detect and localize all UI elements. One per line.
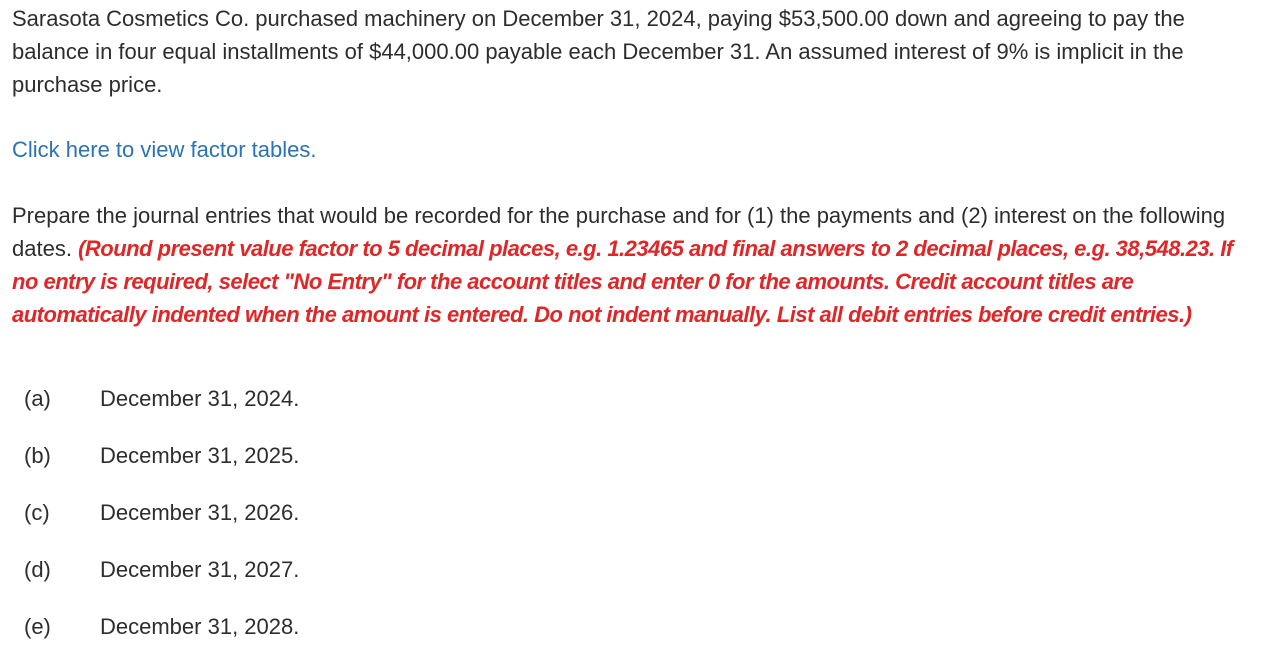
part-label: (c) <box>24 499 50 525</box>
part-a[interactable] <box>12 370 299 427</box>
part-date: December 31, 2024. <box>100 385 300 411</box>
instructions <box>12 199 1257 331</box>
part-c[interactable] <box>12 484 299 541</box>
part-date: December 31, 2025. <box>100 442 300 468</box>
part-label: (d) <box>24 556 51 582</box>
part-e[interactable] <box>12 598 299 655</box>
problem-statement: Sarasota Cosmetics Co. purchased machinery on December 31, 2024, paying $53,500.00 down and agreeing to pay the balance in four equal installments of $44,000.00 payable each December 31. An assumed interest of 9% is implicit in the purchase price. <box>12 6 1185 97</box>
part-label: (b) <box>24 442 51 468</box>
part-d[interactable] <box>12 541 299 598</box>
instructions-lead: Prepare the journal entries that would be recorded for the purchase and for (1) the payments and (2) interest on the following dates. <box>12 203 1226 261</box>
factor-tables-link[interactable]: Click here to view factor tables. <box>12 137 317 162</box>
part-date: December 31, 2026. <box>100 499 300 525</box>
parts-list <box>12 370 299 655</box>
part-label: (e) <box>24 613 51 639</box>
part-date: December 31, 2028. <box>100 613 300 639</box>
part-b[interactable] <box>12 427 299 484</box>
part-label: (a) <box>24 385 51 411</box>
part-date: December 31, 2027. <box>100 556 300 582</box>
rounding-note: (Round present value factor to 5 decimal places, e.g. 1.23465 and final answers to 2 decimal places, e.g. 38,548.23. If no entry is required, select "No Entry" for the account titles and enter 0 for the amounts. Credit account titles are automatically indented when the amount is entered. Do not indent manually. List all debit entries before credit entries.) <box>12 236 1233 327</box>
